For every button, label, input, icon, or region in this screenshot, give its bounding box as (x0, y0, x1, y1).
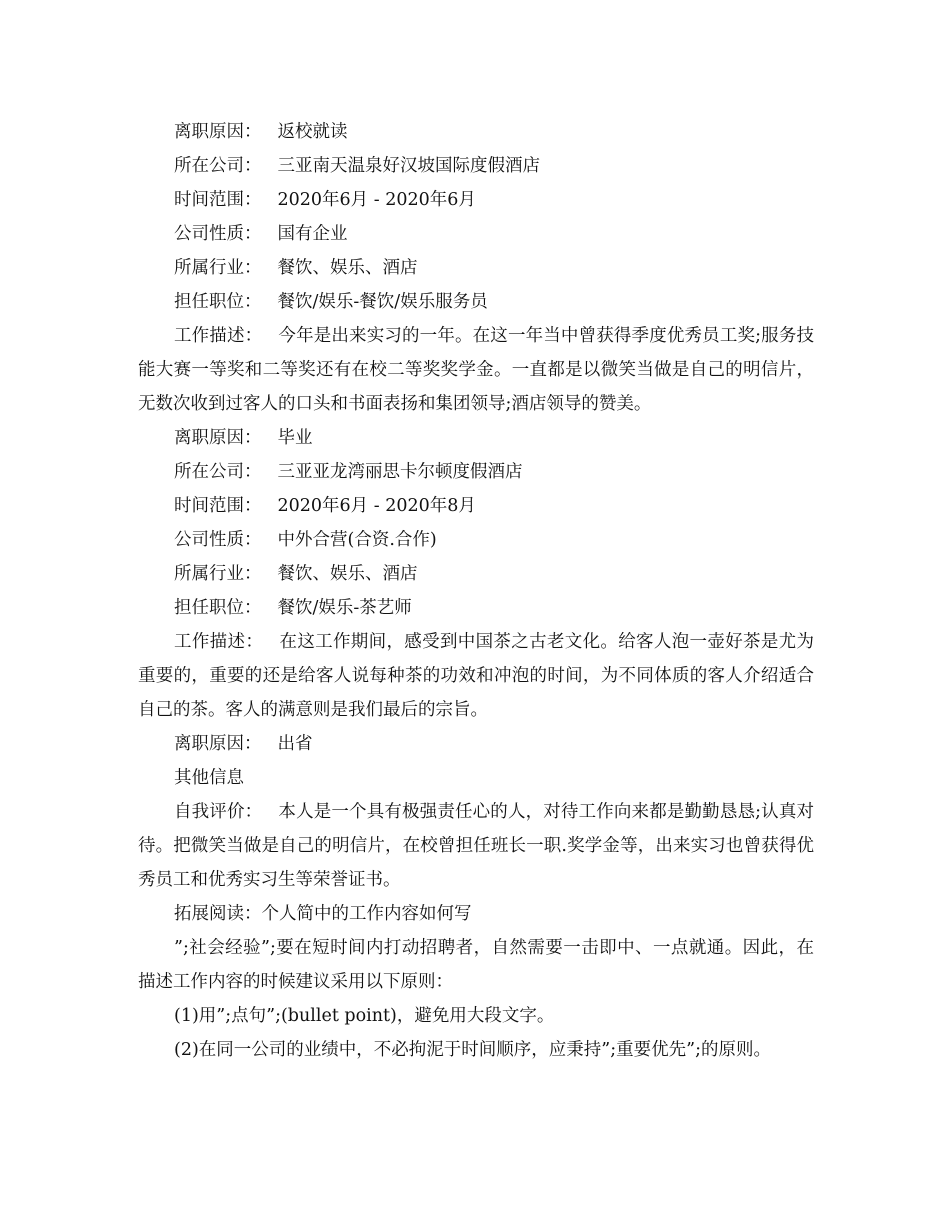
field-value: 今年是出来实习的一年。在这一年当中曾获得季度优秀员工奖;服务技能大赛一等奖和二等奖还有在校二等奖奖学金。一直都是以微笑当做是自己的明信片，无数次收到过客人的口头和书面表扬和集团领导;酒店领导的赞美。 (138, 326, 814, 414)
field-job-description (138, 625, 814, 727)
field-company (138, 455, 814, 489)
field-company-type (138, 523, 814, 557)
field-value: 毕业 (277, 428, 313, 448)
resume-body (138, 115, 814, 1067)
field-label: 时间范围： (174, 190, 262, 210)
field-label: 自我评价： (174, 802, 263, 822)
field-label: 担任职位： (174, 598, 262, 618)
field-leave-reason (138, 727, 814, 761)
field-industry (138, 251, 814, 285)
field-label: 时间范围： (174, 496, 262, 516)
field-value: 在这工作期间，感受到中国茶之古老文化。给客人泡一壶好茶是尤为重要的，重要的还是给客人说每种茶的功效和冲泡的时间，为不同体质的客人介绍适合自己的茶。客人的满意则是我们最后的宗旨。 (138, 632, 815, 720)
field-value: 餐饮/娱乐-餐饮/娱乐服务员 (277, 292, 488, 312)
field-label: 工作描述： (174, 632, 264, 652)
field-value: 餐饮、娱乐、酒店 (277, 258, 418, 278)
field-company-type (138, 217, 814, 251)
section-heading-other-info: 其他信息 (174, 768, 244, 788)
field-value: 返校就读 (277, 122, 348, 142)
field-value: 2020年6月 - 2020年6月 (277, 190, 476, 210)
body-paragraph: (2)在同一公司的业绩中，不必拘泥于时间顺序，应秉持”;重要优先”;的原则。 (174, 1040, 771, 1060)
field-label: 离职原因： (174, 122, 262, 142)
field-value: 餐饮、娱乐、酒店 (277, 564, 418, 584)
field-company (138, 149, 814, 183)
field-industry (138, 557, 814, 591)
field-leave-reason (138, 421, 814, 455)
field-value: 2020年6月 - 2020年8月 (277, 496, 476, 516)
extended-reading-title: 拓展阅读：个人简中的工作内容如何写 (174, 904, 472, 924)
field-value: 三亚南天温泉好汉坡国际度假酒店 (277, 156, 540, 176)
field-leave-reason (138, 115, 814, 149)
body-paragraph: (1)用”;点句”;(bullet point)，避免用大段文字。 (174, 1006, 555, 1026)
field-position (138, 591, 814, 625)
field-position (138, 285, 814, 319)
field-time-range (138, 183, 814, 217)
field-label: 离职原因： (174, 734, 262, 754)
field-value: 中外合营(合资.合作) (277, 530, 437, 550)
field-self-evaluation (138, 795, 814, 897)
field-label: 工作描述： (174, 326, 263, 346)
field-value: 三亚亚龙湾丽思卡尔顿度假酒店 (277, 462, 523, 482)
field-label: 所属行业： (174, 258, 262, 278)
field-label: 所属行业： (174, 564, 262, 584)
field-label: 担任职位： (174, 292, 262, 312)
field-value: 餐饮/娱乐-茶艺师 (277, 598, 412, 618)
field-label: 公司性质： (174, 530, 262, 550)
field-label: 所在公司： (174, 462, 262, 482)
field-value: 出省 (277, 734, 313, 754)
field-label: 离职原因： (174, 428, 262, 448)
field-label: 公司性质： (174, 224, 262, 244)
field-job-description (138, 319, 814, 421)
field-value: 国有企业 (277, 224, 348, 244)
field-time-range (138, 489, 814, 523)
field-value: 本人是一个具有极强责任心的人，对待工作向来都是勤勤恳恳;认真对待。把微笑当做是自己的明信片，在校曾担任班长一职.奖学金等，出来实习也曾获得优秀员工和优秀实习生等荣誉证书。 (138, 802, 814, 890)
field-label: 所在公司： (174, 156, 262, 176)
body-paragraph: ”;社会经验”;要在短时间内打动招聘者，自然需要一击即中、一点就通。因此，在描述工作内容的时候建议采用以下原则： (138, 938, 814, 992)
